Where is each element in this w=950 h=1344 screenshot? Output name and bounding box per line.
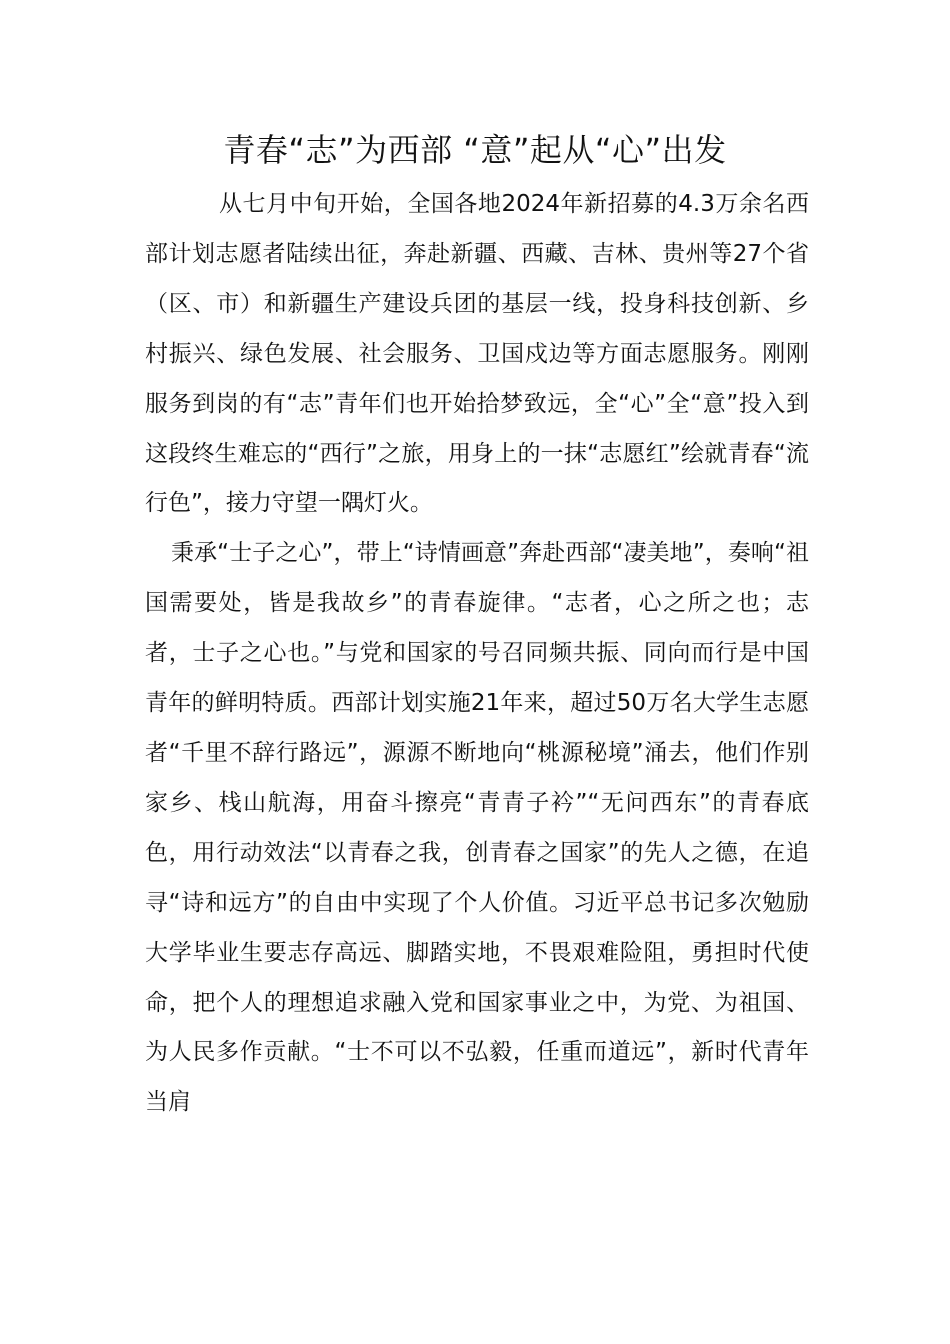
article-paragraph: 从七月中旬开始，全国各地2024年新招募的4.3万余名西部计划志愿者陆续出征，奔赴新疆、西藏、吉林、贵州等27个省（区、市）和新疆生产建设兵团的基层一线，投身科技创新、乡村振兴、绿色发展、社会服务、卫国戍边等方面志愿服务。刚刚服务到岗的有“志”青年们也开始拾梦致远，全“心”全“意”投入到这段终生难忘的“西行”之旅，用身上的一抹“志愿红”绘就青春“流行色”，接力守望一隅灯火。 [145,191,809,517]
article-title: 青春“志”为西部 “意”起从“心”出发 [223,131,727,169]
article-body [145,180,809,1128]
article-paragraph: 秉承“士子之心”，带上“诗情画意”奔赴西部“凄美地”，奏响“祖国需要处，皆是我故乡”的青春旋律。“志者，心之所之也；志者，士子之心也。”与党和国家的号召同频共振、同向而行是中国青年的鲜明特质。西部计划实施21年来，超过50万名大学生志愿者“千里不辞行路远”，源源不断地向“桃源秘境”涌去，他们作别家乡、栈山航海，用奋斗擦亮“青青子衿”“无问西东”的青春底色，用行动效法“以青春之我，创青春之国家”的先人之德，在追寻“诗和远方”的自由中实现了个人价值。习近平总书记多次勉励大学毕业生要志存高远、脚踏实地，不畏艰难险阻，勇担时代使命，把个人的理想追求融入党和国家事业之中，为党、为祖国、为人民多作贡献。“士不可以不弘毅，任重而道远”，新时代青年当肩 [145,540,809,1116]
